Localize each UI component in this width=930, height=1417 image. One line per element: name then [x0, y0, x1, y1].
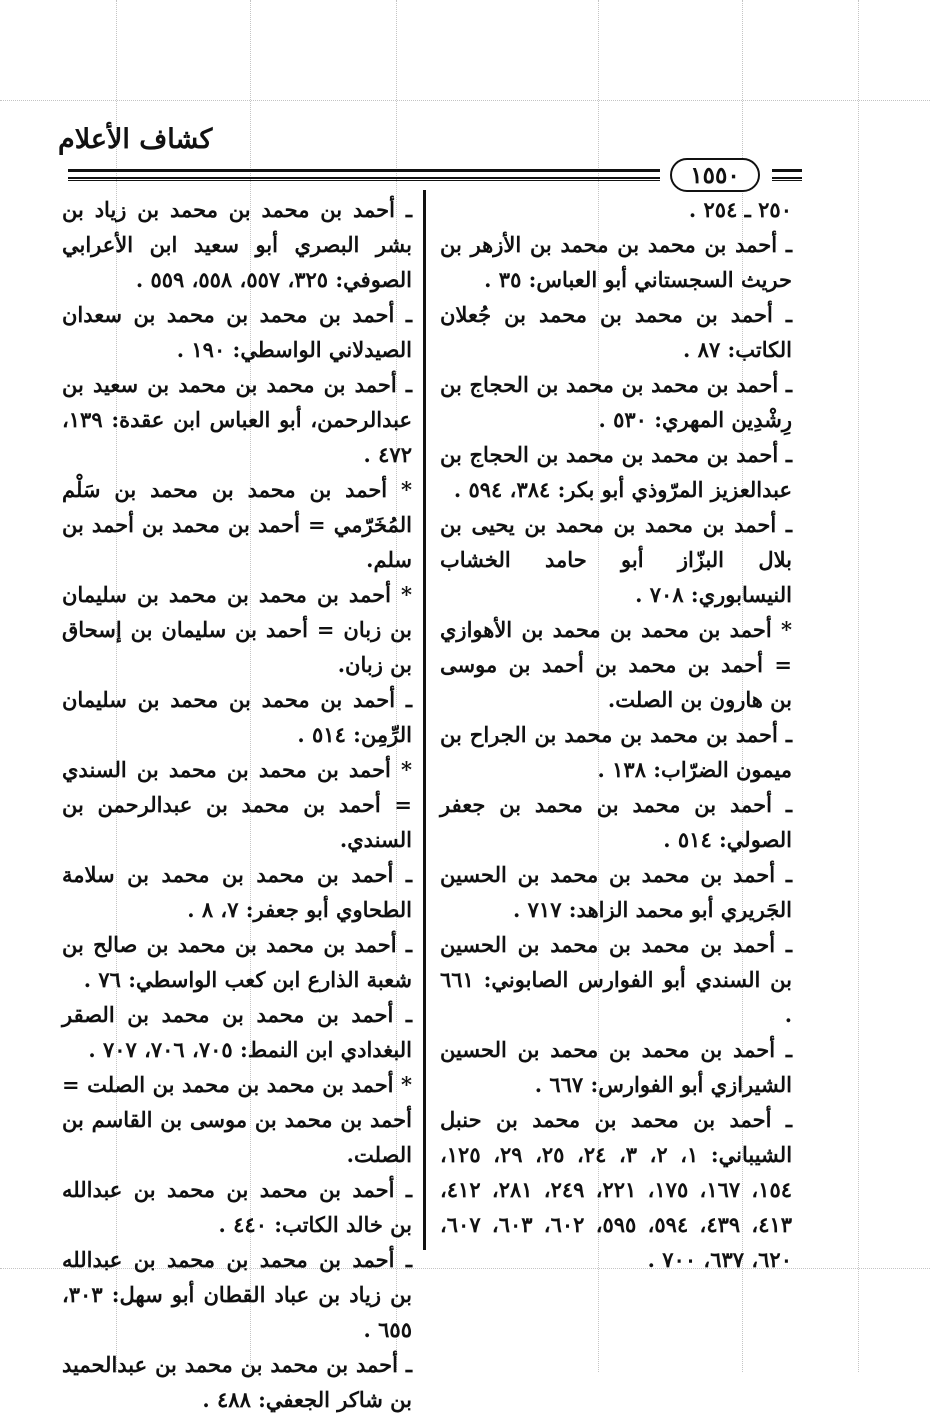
- index-entry: ـ أحمد بن محمد بن محمد بن سليمان الرِّمِن: ٥١٤ .: [62, 687, 412, 747]
- index-column-right: [440, 192, 792, 1277]
- index-entry: ـ أحمد بن محمد بن محمد بن زياد بن بشر البصري أبو سعيد ابن الأعرابي الصوفي: ٣٢٥، ٥٥٧، ٥٥٨، ٥٥٩ .: [62, 197, 412, 292]
- index-entry: * أحمد بن محمد بن محمد بن الأهوازي = أحمد بن محمد بن أحمد بن موسى بن هارون بن الصلت.: [440, 617, 792, 712]
- index-entry: ـ أحمد بن محمد بن محمد بن يحيى بن بلال البزّاز أبو حامد الخشاب النيسابوري: ٧٠٨ .: [440, 512, 792, 607]
- index-entry: ـ أحمد بن محمد بن محمد بن الحجاج بن رِشْدِين المهري: ٥٣٠ .: [440, 372, 792, 432]
- index-entry: ـ أحمد بن محمد بن محمد بن جُعلان الكاتب: ٨٧ .: [440, 302, 792, 362]
- index-entry: ـ أحمد بن محمد بن محمد بن عبدالحميد بن شاكر الجعفي: ٤٨٨ .: [62, 1352, 412, 1412]
- scan-guide-line: [858, 0, 859, 1372]
- index-entry: ـ أحمد بن محمد بن محمد بن حنبل الشيباني: ١، ٢، ٣، ٢٤، ٢٥، ٢٩، ١٢٥، ١٥٤، ١٦٧، ١٧٥، ٢٢١، ٢٤٩، ٢٨١، ٤١٢، ٤١٣، ٤٣٩، ٥٩٤، ٥٩٥، ٦٠٢، ٦٠٣، ٦٠٧، ٦٢٠، ٦٣٧، ٧٠٠ .: [440, 1107, 793, 1272]
- index-entry: ـ أحمد بن محمد بن محمد بن الجراح بن ميمون الضرّاب: ١٣٨ .: [440, 722, 792, 782]
- index-entry: ـ أحمد بن محمد بن محمد بن الأزهر بن حريث السجستاني أبو العباس: ٣٥ .: [440, 232, 792, 292]
- column-divider: [423, 190, 426, 1250]
- index-entry: * أحمد بن محمد بن محمد بن السندي = أحمد بن محمد بن عبدالرحمن بن السندي.: [62, 757, 412, 852]
- index-entry: ٢٥٠ ـ ٢٥٤ .: [688, 197, 792, 222]
- index-entry: ـ أحمد بن محمد بن محمد بن الحسين الشيرازي أبو الفوارس: ٦٦٧ .: [440, 1037, 792, 1097]
- index-entry: * أحمد بن محمد بن محمد بن سَلْم المُخَرّمي = أحمد بن محمد بن أحمد بن سلم.: [62, 477, 412, 572]
- index-entry: ـ أحمد بن محمد بن محمد بن سعيد بن عبدالرحمن، أبو العباس ابن عقدة: ١٣٩، ٤٧٢ .: [62, 372, 412, 467]
- index-entry: ـ أحمد بن محمد بن محمد بن عبدالله بن خالد الكاتب: ٤٤٠ .: [62, 1177, 412, 1237]
- index-entry: * أحمد بن محمد بن محمد بن الصلت = أحمد بن محمد بن موسى بن القاسم بن الصلت.: [62, 1072, 412, 1167]
- index-entry: ـ أحمد بن محمد بن محمد بن سلامة الطحاوي أبو جعفر: ٧، ٨ .: [62, 862, 412, 922]
- index-entry: ـ أحمد بن محمد بن محمد بن عبدالله بن زياد بن عباد القطان أبو سهل: ٣٠٣، ٦٥٥ .: [62, 1247, 412, 1342]
- header-rule: [772, 169, 802, 179]
- header-rule: [68, 180, 660, 181]
- index-entry: ـ أحمد بن محمد بن محمد بن الحجاج بن عبدالعزيز المرّوذي أبو بكر: ٣٨٤، ٥٩٤ .: [440, 442, 792, 502]
- book-title: كشاف الأعلام: [58, 124, 213, 155]
- index-entry: ـ أحمد بن محمد بن محمد بن الحسين الجَريري أبو محمد الزاهد: ٧١٧ .: [440, 862, 792, 922]
- scan-guide-line: [0, 100, 930, 101]
- page-number: ١٥٥٠: [670, 158, 760, 192]
- index-entry: ـ أحمد بن محمد بن محمد بن الصقر البغدادي ابن النمط: ٧٠٥، ٧٠٦، ٧٠٧ .: [62, 1002, 412, 1062]
- index-entry: ـ أحمد بن محمد بن محمد بن صالح بن شعبة الذارع ابن كعب الواسطي: ٧٦ .: [62, 932, 412, 992]
- header-rule: [68, 169, 660, 179]
- index-entry: ـ أحمد بن محمد بن محمد بن سعدان الصيدلاني الواسطي: ١٩٠ .: [62, 302, 412, 362]
- header-rule: [772, 180, 802, 181]
- index-entry: ـ أحمد بن محمد بن محمد بن جعفر الصولي: ٥١٤ .: [440, 792, 792, 852]
- index-entry: * أحمد بن محمد بن محمد بن سليمان بن زبان = أحمد بن سليمان بن إسحاق بن زبان.: [62, 582, 412, 677]
- index-entry: ـ أحمد بن محمد بن محمد بن الحسين بن السندي أبو الفوارس الصابوني: ٦٦١ .: [440, 932, 792, 1027]
- index-column-left: [62, 192, 412, 1417]
